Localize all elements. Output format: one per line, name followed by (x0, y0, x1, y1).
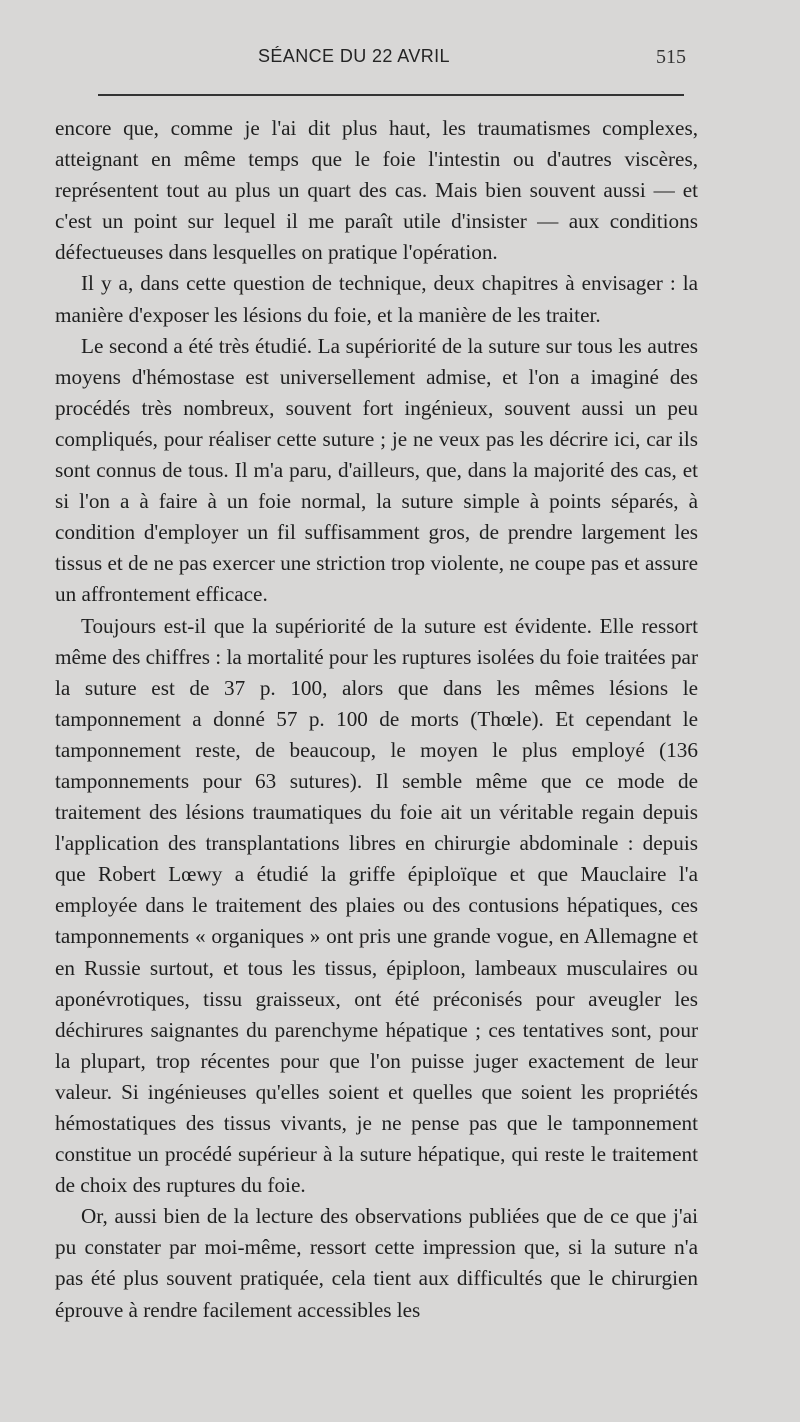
body-text (55, 113, 698, 1326)
running-header (98, 46, 686, 76)
paragraph: Il y a, dans cette question de technique, deux chapitres à envisager : la manière d'exposer les lésions du foie, et la manière de les traiter. (55, 271, 698, 327)
header-rule (98, 94, 684, 96)
paragraph: Toujours est-il que la supériorité de la suture est évidente. Elle ressort même des chiffres : la mortalité pour les ruptures isolées du foie traitées par la suture est de 37 p. 100, alors que dans les mêmes lésions le tamponnement a donné 57 p. 100 de morts (Thœle). Et cependant le tamponnement reste, de beaucoup, le moyen le plus employé (136 tamponnements pour 63 sutures). Il semble même que ce mode de traitement des lésions traumatiques du foie ait un véritable regain depuis l'application des transplantations libres en chirurgie abdominale : depuis que Robert Lœwy a étudié la griffe épiploïque et que Mauclaire l'a employée dans le traitement des plaies ou des contusions hépatiques, ces tamponnements « organiques » ont pris une grande vogue, en Allemagne et en Russie surtout, et tous les tissus, épiploon, lambeaux musculaires ou aponévrotiques, tissu graisseux, ont été préconisés pour aveugler les déchirures saignantes du parenchyme hépatique ; ces tentatives sont, pour la plupart, trop récentes pour que l'on puisse juger exactement de leur valeur. Si ingénieuses qu'elles soient et quelles que soient les propriétés hémostatiques des tissus vivants, je ne pense pas que le tamponnement constitue un procédé supérieur à la suture hépatique, qui reste le traitement de choix des ruptures du foie. (55, 613, 698, 1198)
paragraph: Le second a été très étudié. La supériorité de la suture sur tous les autres moyens d'hémostase est universellement admise, et l'on a imaginé des procédés très nombreux, souvent fort ingénieux, souvent aussi un peu compliqués, pour réaliser cette suture ; je ne veux pas les décrire ici, car ils sont connus de tous. Il m'a paru, d'ailleurs, que, dans la majorité des cas, et si l'on a à faire à un foie normal, la suture simple à points séparés, à condition d'employer un fil suffisamment gros, de prendre largement les tissus et de ne pas exercer une striction trop violente, ne coupe pas et assure un affrontement efficace. (55, 333, 698, 607)
page-number: 515 (656, 46, 686, 68)
header-title: SÉANCE DU 22 AVRIL (258, 46, 450, 66)
paragraph: encore que, comme je l'ai dit plus haut, les traumatismes complexes, atteignant en même temps que le foie l'intestin ou d'autres viscères, représentent tout au plus un quart des cas. Mais bien souvent aussi — et c'est un point sur lequel il me paraît utile d'insister — aux conditions défectueuses dans lesquelles on pratique l'opération. (55, 116, 698, 265)
paragraph: Or, aussi bien de la lecture des observations publiées que de ce que j'ai pu constater par moi-même, ressort cette impression que, si la suture n'a pas été plus souvent pratiquée, cela tient aux difficultés que le chirurgien éprouve à rendre facilement accessibles les (55, 1204, 698, 1322)
